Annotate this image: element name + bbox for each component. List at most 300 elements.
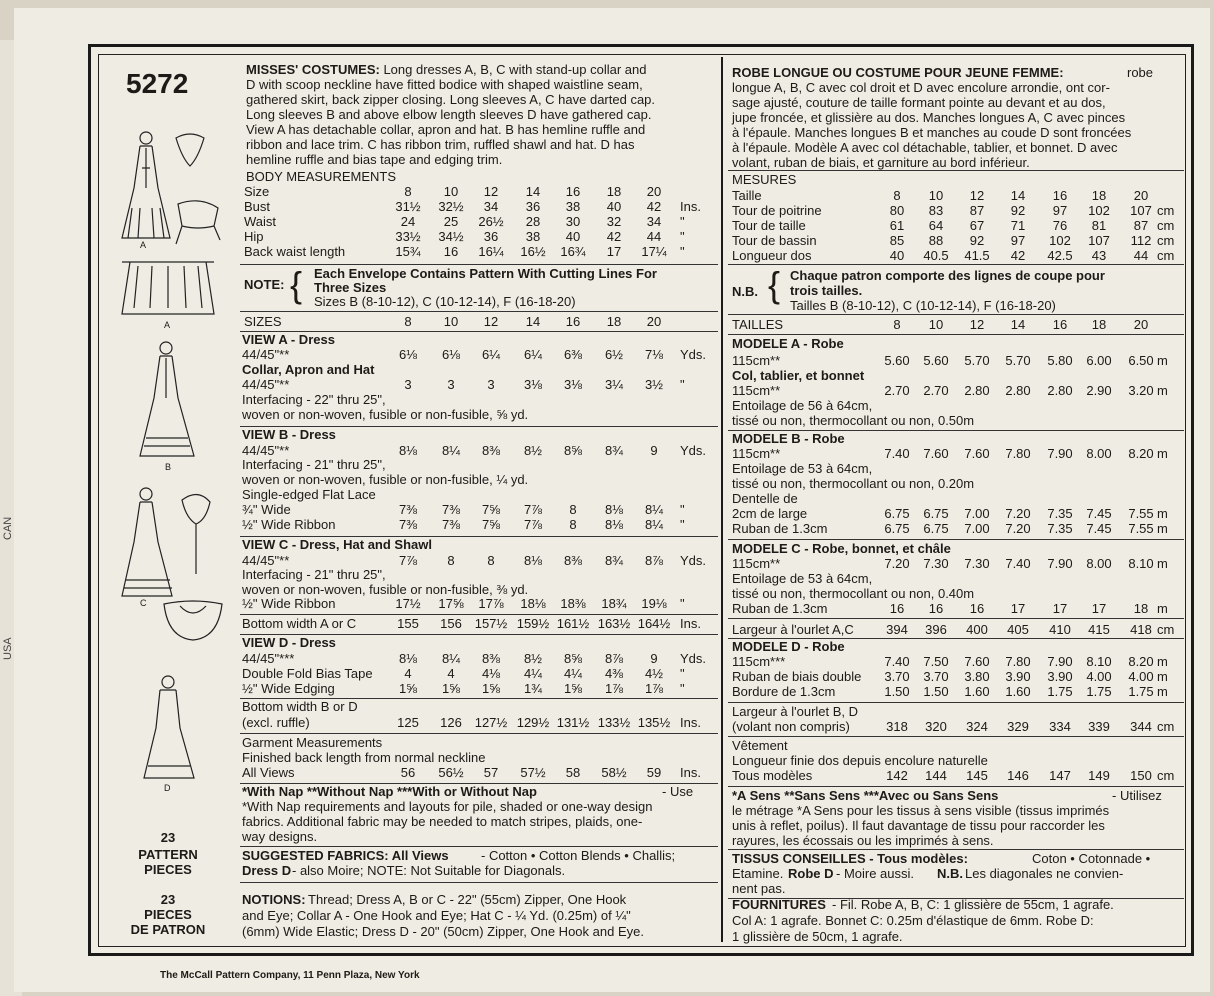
body-row-unit: " xyxy=(680,229,685,244)
mod-c-row-unit: m xyxy=(1157,601,1168,616)
mod-d-row-value: 7.80 xyxy=(1005,654,1031,669)
mod-a-row-value: 6.50 xyxy=(1128,353,1154,368)
view-a-interfacing: Interfacing - 22" thru 25", xyxy=(242,392,386,407)
mesures-row-value: 67 xyxy=(969,218,985,233)
view-d-row-unit: Yds. xyxy=(680,651,707,666)
vetement-subtitle: Longueur finie dos depuis encolure naturelle xyxy=(732,753,988,768)
body-row-value: 34 xyxy=(483,199,499,214)
nap-note-line: fabrics. Additional fabric may be needed to match stripes, plaids, one- xyxy=(242,814,643,829)
vetement-row-value: 146 xyxy=(1007,768,1029,783)
divider xyxy=(240,733,718,734)
body-row-value: 16 xyxy=(443,244,459,259)
view-a-row-value: 6⅛ xyxy=(398,347,418,362)
view-b-row-value: 7⅝ xyxy=(481,502,501,517)
view-a-row-value: 3 xyxy=(404,377,412,392)
garment-row-value: 59 xyxy=(646,765,662,780)
view-a-row-value: 3⅛ xyxy=(523,377,543,392)
fig-label-a1: A xyxy=(140,240,147,250)
largeur-ac-value: 418 xyxy=(1130,622,1152,637)
mod-c-row-value: 18 xyxy=(1133,601,1149,616)
mesures-row-value: 102 xyxy=(1049,233,1071,248)
garment-row-value: 57½ xyxy=(520,765,546,780)
vetement-row-unit: cm xyxy=(1157,768,1175,783)
mod-d-row-value: 1.60 xyxy=(1005,684,1031,699)
view-c-row-value: 17⅞ xyxy=(478,596,504,611)
view-c-row-label: ½" Wide Ribbon xyxy=(242,596,336,611)
mod-b-row-value: 6.75 xyxy=(884,506,910,521)
body-row-value: 32½ xyxy=(438,199,464,214)
mesures-row-label: Tour de taille xyxy=(732,218,806,233)
sizes-header-value: 12 xyxy=(483,314,499,329)
view-d-row-value: 1⅞ xyxy=(604,681,624,696)
notions-line: Thread; Dress A, B or C - 22" (55cm) Zipper, One Hook xyxy=(308,892,627,907)
mesures-row-value: 97 xyxy=(1010,233,1026,248)
divider xyxy=(728,334,1184,335)
fournitures-title: FOURNITURES xyxy=(732,897,826,912)
view-c-shawl-illustration xyxy=(160,598,226,649)
bottom-width-bd-value: 135½ xyxy=(637,715,671,730)
garment-row-unit: Ins. xyxy=(680,765,701,780)
footer-company: The McCall Pattern Company, 11 Penn Plaza, New York xyxy=(160,970,420,981)
largeur-ac-value: 405 xyxy=(1007,622,1029,637)
body-row-label: Hip xyxy=(244,229,264,244)
mod-a-row-value: 2.70 xyxy=(923,383,949,398)
mod-b-row-value: 7.80 xyxy=(1005,446,1031,461)
mod-a-row-value: 2.90 xyxy=(1086,383,1112,398)
mesures-row-value: 97 xyxy=(1052,203,1068,218)
mod-b-row-value: 7.60 xyxy=(964,446,990,461)
right-intro-line: longue A, B, C avec col droit et D avec encolure arrondie, ont cor- xyxy=(732,80,1110,95)
sens-legend-tail: - Utilisez xyxy=(1112,788,1162,803)
mod-b-row-value: 7.00 xyxy=(964,521,990,536)
body-measurements-title: BODY MEASUREMENTS xyxy=(246,169,397,184)
tailles-header-value: 8 xyxy=(893,317,901,332)
mod-b-row-value: 7.20 xyxy=(1005,506,1031,521)
body-row-value: 38 xyxy=(525,229,541,244)
body-row-value: 25 xyxy=(443,214,459,229)
view-b-title: VIEW B - Dress xyxy=(242,427,336,442)
view-b-row-unit: " xyxy=(680,517,685,532)
view-a-row-label: 44/45"** xyxy=(242,377,290,392)
body-row-value: 14 xyxy=(525,184,541,199)
mod-c-entoilage: Entoilage de 53 à 64cm, xyxy=(732,571,873,586)
left-intro-line-6: ribbon and lace trim. C has ribbon trim, ruffled shawl and hat. D has xyxy=(246,137,635,152)
body-row-unit: " xyxy=(680,244,685,259)
fabrics-dress-d: Dress D xyxy=(242,863,292,878)
fig-label-a2: A xyxy=(164,320,171,330)
view-b-row-value: 9 xyxy=(650,443,658,458)
view-b-row-value: 8⅜ xyxy=(481,443,501,458)
view-c-title: VIEW C - Dress, Hat and Shawl xyxy=(242,537,432,552)
bottom-width-ac-label: Bottom width A or C xyxy=(242,616,357,631)
pieces-label-en-2: PIECES xyxy=(144,862,192,877)
body-row-label: Bust xyxy=(244,199,271,214)
mod-b-row-unit: m xyxy=(1157,521,1168,536)
vetement-row-value: 142 xyxy=(886,768,908,783)
mesures-row-label: Longueur dos xyxy=(732,248,812,263)
tailles-header-value: 12 xyxy=(969,317,985,332)
body-row-value: 16 xyxy=(565,184,581,199)
mod-b-title: MODELE B - Robe xyxy=(732,431,845,446)
body-row-value: 34½ xyxy=(438,229,464,244)
mod-b-entoilage-2: tissé ou non, thermocollant ou non, 0.20m xyxy=(732,476,975,491)
view-a-row-value: 6¼ xyxy=(523,347,543,362)
view-d-row-value: 1⅞ xyxy=(644,681,664,696)
view-c-row-value: 8 xyxy=(487,553,495,568)
view-c-row-value: 19⅛ xyxy=(641,596,667,611)
largeur-ac-value: 415 xyxy=(1088,622,1110,637)
largeur-bd-label: (volant non compris) xyxy=(732,719,850,734)
fabrics-dress-d-text: - also Moire; NOTE: Not Suitable for Diagonals. xyxy=(292,863,566,878)
view-d-row-value: 4⅜ xyxy=(604,666,624,681)
mod-a-row-value: 2.80 xyxy=(1005,383,1031,398)
mod-a-entoilage-2: tissé ou non, thermocollant ou non, 0.50m xyxy=(732,413,975,428)
mesures-title: MESURES xyxy=(732,172,797,187)
mod-a-title: MODELE A - Robe xyxy=(732,336,844,351)
tailles-header-value: 20 xyxy=(1133,317,1149,332)
notions-line: and Eye; Collar A - One Hook and Eye; Hat C - ¼ Yd. (0.25m) of ¼" xyxy=(242,908,631,923)
view-d-row-value: 8½ xyxy=(523,651,543,666)
mod-a-row-value: 5.80 xyxy=(1047,353,1073,368)
sens-legend: *A Sens **Sans Sens ***Avec ou Sans Sens xyxy=(732,788,999,803)
view-b-row-value: 8 xyxy=(569,502,577,517)
view-a-hat-illustration xyxy=(170,196,224,251)
view-a-row-value: 6½ xyxy=(604,347,624,362)
view-c-row-label: 44/45"** xyxy=(242,553,290,568)
view-b-row-value: 8⅛ xyxy=(398,443,418,458)
mod-d-row-value: 7.60 xyxy=(964,654,990,669)
largeur-bd-title: Largeur à l'ourlet B, D xyxy=(732,704,859,719)
view-d-row-value: 4 xyxy=(404,666,412,681)
view-c-row-value: 8¾ xyxy=(604,553,624,568)
mesures-row-unit: cm xyxy=(1157,233,1175,248)
body-row-value: 12 xyxy=(483,184,499,199)
mod-b-row-value: 8.20 xyxy=(1128,446,1154,461)
body-row-value: 44 xyxy=(646,229,662,244)
nb-sizes: Tailles B (8-10-12), C (10-12-14), F (16-18-20) xyxy=(790,298,1056,313)
right-intro-line: à l'épaule. Modèle A avec col détachable, tablier, et bonnet. D avec xyxy=(732,140,1118,155)
mod-d-row-value: 7.40 xyxy=(884,654,910,669)
mod-d-row-unit: m xyxy=(1157,669,1168,684)
mod-c-row-value: 7.30 xyxy=(923,556,949,571)
view-d-row-value: 1⅝ xyxy=(563,681,583,696)
mesures-row-value: 107 xyxy=(1130,203,1152,218)
right-intro-line: à l'épaule. Manches longues B et manches au coude D sont froncées xyxy=(732,125,1132,140)
body-row-value: 32 xyxy=(606,214,622,229)
view-b-row-value: 8 xyxy=(569,517,577,532)
mod-a-row-value: 6.00 xyxy=(1086,353,1112,368)
divider xyxy=(728,264,1184,265)
mod-a-row-value: 2.80 xyxy=(1047,383,1073,398)
body-row-value: 40 xyxy=(606,199,622,214)
vetement-row-value: 145 xyxy=(966,768,988,783)
view-d-row-value: 1⅝ xyxy=(441,681,461,696)
mod-d-row-value: 3.90 xyxy=(1005,669,1031,684)
view-d-row-label: ½" Wide Edging xyxy=(242,681,335,696)
view-d-row-value: 4½ xyxy=(644,666,664,681)
garment-row-value: 56½ xyxy=(438,765,464,780)
body-row-value: 16¼ xyxy=(478,244,504,259)
left-intro-line-3: gathered skirt, back zipper closing. Long sleeves A, C have darted cap. xyxy=(246,92,656,107)
divider xyxy=(728,170,1184,171)
right-intro-line: jupe froncée, et glissière au dos. Manches longues A, C avec pinces xyxy=(732,110,1126,125)
body-row-value: 42 xyxy=(646,199,662,214)
largeur-ac-value: 396 xyxy=(925,622,947,637)
mod-d-row-value: 1.50 xyxy=(923,684,949,699)
view-a-interfacing-2: woven or non-woven, fusible or non-fusible, ⅝ yd. xyxy=(242,407,529,422)
mod-d-row-value: 1.75 xyxy=(1086,684,1112,699)
mesures-row-value: 40 xyxy=(889,248,905,263)
mod-d-row-value: 4.00 xyxy=(1086,669,1112,684)
mod-b-row-unit: m xyxy=(1157,446,1168,461)
body-row-value: 20 xyxy=(646,184,662,199)
mod-b-row-value: 7.35 xyxy=(1047,506,1073,521)
mod-c-row-value: 7.20 xyxy=(884,556,910,571)
mod-d-row-unit: m xyxy=(1157,654,1168,669)
bottom-width-bd-value: 127½ xyxy=(474,715,508,730)
mod-d-row-value: 3.80 xyxy=(964,669,990,684)
body-row-value: 16¾ xyxy=(560,244,586,259)
view-c-dress-illustration xyxy=(116,484,216,609)
mod-b-entoilage: Entoilage de 53 à 64cm, xyxy=(732,461,873,476)
mesures-row-value: 16 xyxy=(1052,188,1068,203)
tissus-text: Coton • Cotonnade • xyxy=(1032,851,1151,866)
view-a-title: VIEW A - Dress xyxy=(242,332,335,347)
mesures-row-value: 92 xyxy=(1010,203,1026,218)
divider xyxy=(240,614,718,615)
largeur-bd-value: 318 xyxy=(886,719,908,734)
sizes-header-value: 18 xyxy=(606,314,622,329)
mesures-row-value: 43 xyxy=(1091,248,1107,263)
garment-subtitle: Finished back length from normal neckline xyxy=(242,750,486,765)
view-d-row-unit: " xyxy=(680,681,685,696)
notions-title: NOTIONS: xyxy=(242,892,306,907)
body-row-value: 36 xyxy=(483,229,499,244)
mod-c-row-value: 17 xyxy=(1010,601,1026,616)
view-d-row-value: 4⅛ xyxy=(481,666,501,681)
nb-bold-1: Chaque patron comporte des lignes de coupe pour xyxy=(790,268,1105,283)
largeur-bd-value: 324 xyxy=(966,719,988,734)
mod-b-row-value: 7.40 xyxy=(884,446,910,461)
view-c-interfacing-2: woven or non-woven, fusible or non-fusible, ⅜ yd. xyxy=(242,582,529,597)
view-c-row-value: 18⅛ xyxy=(520,596,546,611)
divider xyxy=(728,539,1184,540)
mod-a-row-unit: m xyxy=(1157,383,1168,398)
largeur-ac-unit: cm xyxy=(1157,622,1175,637)
column-divider xyxy=(721,57,723,942)
divider xyxy=(728,786,1184,787)
bottom-width-bd-unit: Ins. xyxy=(680,715,701,730)
body-row-value: 24 xyxy=(400,214,416,229)
mesures-row-unit: cm xyxy=(1157,218,1175,233)
bottom-width-bd-value: 125 xyxy=(397,715,419,730)
view-b-row-unit: Yds. xyxy=(680,443,707,458)
view-b-row-value: 7⅝ xyxy=(481,517,501,532)
mesures-row-unit: cm xyxy=(1157,203,1175,218)
view-b-row-label: ½" Wide Ribbon xyxy=(242,517,336,532)
mod-a-row-value: 5.60 xyxy=(923,353,949,368)
garment-title: Garment Measurements xyxy=(242,735,383,750)
view-c-row-value: 18¾ xyxy=(601,596,627,611)
pieces-label-en-1: PATTERN xyxy=(138,847,198,862)
mesures-row-value: 83 xyxy=(928,203,944,218)
mod-b-row-value: 6.75 xyxy=(884,521,910,536)
vetement-row-value: 149 xyxy=(1088,768,1110,783)
right-intro-line: sage ajusté, couture de taille formant pointe au devant et au dos, xyxy=(732,95,1106,110)
mod-c-row-value: 8.00 xyxy=(1086,556,1112,571)
mod-a-row-value: 5.60 xyxy=(884,353,910,368)
note-label: NOTE: xyxy=(244,277,285,292)
mod-d-row-unit: m xyxy=(1157,684,1168,699)
note-brace: { xyxy=(290,264,303,305)
mod-c-row-value: 7.40 xyxy=(1005,556,1031,571)
mod-d-row-value: 3.70 xyxy=(923,669,949,684)
mod-c-row-value: 17 xyxy=(1052,601,1068,616)
mesures-row-value: 40.5 xyxy=(923,248,949,263)
mod-c-row-value: 16 xyxy=(889,601,905,616)
view-b-dress-illustration xyxy=(132,338,202,465)
tissus-line2a: Etamine. xyxy=(732,866,784,881)
body-row-value: 17 xyxy=(606,244,622,259)
nb-bold-2: trois tailles. xyxy=(790,283,863,298)
view-b-row-value: 8¼ xyxy=(644,502,664,517)
mesures-row-value: 14 xyxy=(1010,188,1026,203)
mesures-row-value: 112 xyxy=(1130,233,1152,248)
mod-a-entoilage: Entoilage de 56 à 64cm, xyxy=(732,398,873,413)
nap-legend-tail: - Use xyxy=(662,784,694,799)
view-b-row-value: 8⅛ xyxy=(604,502,624,517)
mesures-row-value: 107 xyxy=(1088,233,1110,248)
view-b-interfacing: Interfacing - 21" thru 25", xyxy=(242,457,386,472)
right-intro-title: ROBE LONGUE OU COSTUME POUR JEUNE FEMME: xyxy=(732,65,1064,80)
view-d-row-value: 1⅝ xyxy=(398,681,418,696)
largeur-bd-value: 344 xyxy=(1130,719,1152,734)
body-row-label: Size xyxy=(244,184,270,199)
mod-d-row-value: 7.50 xyxy=(923,654,949,669)
view-c-row-value: 18⅜ xyxy=(560,596,586,611)
fig-label-b: B xyxy=(165,462,172,472)
sizes-header-value: 20 xyxy=(646,314,662,329)
view-d-row-value: 8⅞ xyxy=(604,651,624,666)
largeur-bd-value: 334 xyxy=(1049,719,1071,734)
body-row-value: 15¾ xyxy=(395,244,421,259)
bottom-width-ac-value: 163½ xyxy=(597,616,631,631)
notions-line: (6mm) Wide Elastic; Dress D - 20" (50cm) Zipper, One Hook and Eye. xyxy=(242,924,644,939)
mod-a-row-unit: m xyxy=(1157,353,1168,368)
view-d-row-value: 8⅝ xyxy=(563,651,583,666)
body-row-value: 36 xyxy=(525,199,541,214)
garment-row-value: 58½ xyxy=(601,765,627,780)
view-a-row-value: 3⅛ xyxy=(563,377,583,392)
mesures-row-value: 80 xyxy=(889,203,905,218)
view-d-row-value: 4¼ xyxy=(523,666,543,681)
mesures-row-value: 88 xyxy=(928,233,944,248)
mod-d-row-label: Bordure de 1.3cm xyxy=(732,684,836,699)
mod-d-row-value: 8.10 xyxy=(1086,654,1112,669)
body-row-value: 28 xyxy=(525,214,541,229)
bottom-width-bd-label: (excl. ruffle) xyxy=(242,715,310,730)
mod-b-row-unit: m xyxy=(1157,506,1168,521)
nb-brace: { xyxy=(768,264,781,305)
body-row-value: 33½ xyxy=(395,229,421,244)
mod-c-row-value: 16 xyxy=(928,601,944,616)
mod-b-row-value: 7.45 xyxy=(1086,521,1112,536)
pieces-count-fr: 23 xyxy=(160,892,176,907)
mod-b-row-value: 7.90 xyxy=(1047,446,1073,461)
view-a-row-value: 3 xyxy=(447,377,455,392)
view-c-row-unit: Yds. xyxy=(680,553,707,568)
view-b-row-value: 7⅜ xyxy=(441,502,461,517)
mod-b-row-label: 2cm de large xyxy=(732,506,808,521)
largeur-ac-label: Largeur à l'ourlet A,C xyxy=(732,622,854,637)
mesures-row-value: 64 xyxy=(928,218,944,233)
mod-b-row-value: 6.75 xyxy=(923,521,949,536)
sizes-header-value: 14 xyxy=(525,314,541,329)
view-a-row-value: 6⅛ xyxy=(441,347,461,362)
view-d-row-value: 4¼ xyxy=(563,666,583,681)
vetement-row-value: 150 xyxy=(1130,768,1152,783)
bottom-width-bd-value: 131½ xyxy=(556,715,590,730)
bottom-width-bd-value: 126 xyxy=(440,715,462,730)
view-c-row-value: 7⅞ xyxy=(398,553,418,568)
garment-row-label: All Views xyxy=(242,765,295,780)
sizes-header-value: 8 xyxy=(404,314,412,329)
mod-d-row-value: 3.90 xyxy=(1047,669,1073,684)
vetement-row-value: 147 xyxy=(1049,768,1071,783)
mod-b-row-value: 7.20 xyxy=(1005,521,1031,536)
left-intro-line-7: hemline ruffle and bias tape and edging trim. xyxy=(246,152,503,167)
body-row-label: Waist xyxy=(244,214,277,229)
body-row-value: 31½ xyxy=(395,199,421,214)
left-intro-line-5: View A has detachable collar, apron and hat. B has hemline ruffle and xyxy=(246,122,646,137)
tailles-header-value: 14 xyxy=(1010,317,1026,332)
mesures-row-value: 87 xyxy=(1133,218,1149,233)
mesures-row-unit: cm xyxy=(1157,248,1175,263)
divider xyxy=(240,846,718,847)
body-row-unit: " xyxy=(680,214,685,229)
left-intro-line-2: D with scoop neckline have fitted bodice with shaped waistline seam, xyxy=(246,77,643,92)
right-intro-first: robe xyxy=(1127,65,1154,80)
left-intro-text-1: Long dresses A, B, C with stand-up collar and xyxy=(379,62,647,77)
divider xyxy=(728,702,1184,703)
note-bold-2: Three Sizes xyxy=(314,280,387,295)
view-d-row-value: 8⅜ xyxy=(481,651,501,666)
mesures-row-value: 12 xyxy=(969,188,985,203)
mesures-row-value: 20 xyxy=(1133,188,1149,203)
body-row-value: 18 xyxy=(606,184,622,199)
mesures-row-value: 42 xyxy=(1010,248,1026,263)
view-d-row-value: 9 xyxy=(650,651,658,666)
mesures-row-value: 8 xyxy=(893,188,901,203)
bottom-width-bd-title: Bottom width B or D xyxy=(242,699,358,714)
left-intro-line-1 xyxy=(246,63,646,78)
vetement-row-value: 144 xyxy=(925,768,947,783)
mesures-row-value: 18 xyxy=(1091,188,1107,203)
mod-d-title: MODELE D - Robe xyxy=(732,639,845,654)
divider xyxy=(240,882,718,883)
view-b-row-value: 7⅞ xyxy=(523,502,543,517)
view-b-row-value: 8⅛ xyxy=(604,517,624,532)
view-b-row-value: 8¼ xyxy=(644,517,664,532)
mod-a-row-value: 2.80 xyxy=(964,383,990,398)
view-b-row-value: 7⅜ xyxy=(441,517,461,532)
tailles-header-value: 18 xyxy=(1091,317,1107,332)
view-a-apron-illustration xyxy=(118,258,218,323)
view-c-row-value: 17½ xyxy=(395,596,421,611)
view-a-row-unit: " xyxy=(680,377,685,392)
sens-note-line: unis à reflet, poilus). Il faut davantage de tissu pour raccorder les xyxy=(732,818,1105,833)
tissus-title: TISSUS CONSEILLES - Tous modèles: xyxy=(732,851,968,866)
